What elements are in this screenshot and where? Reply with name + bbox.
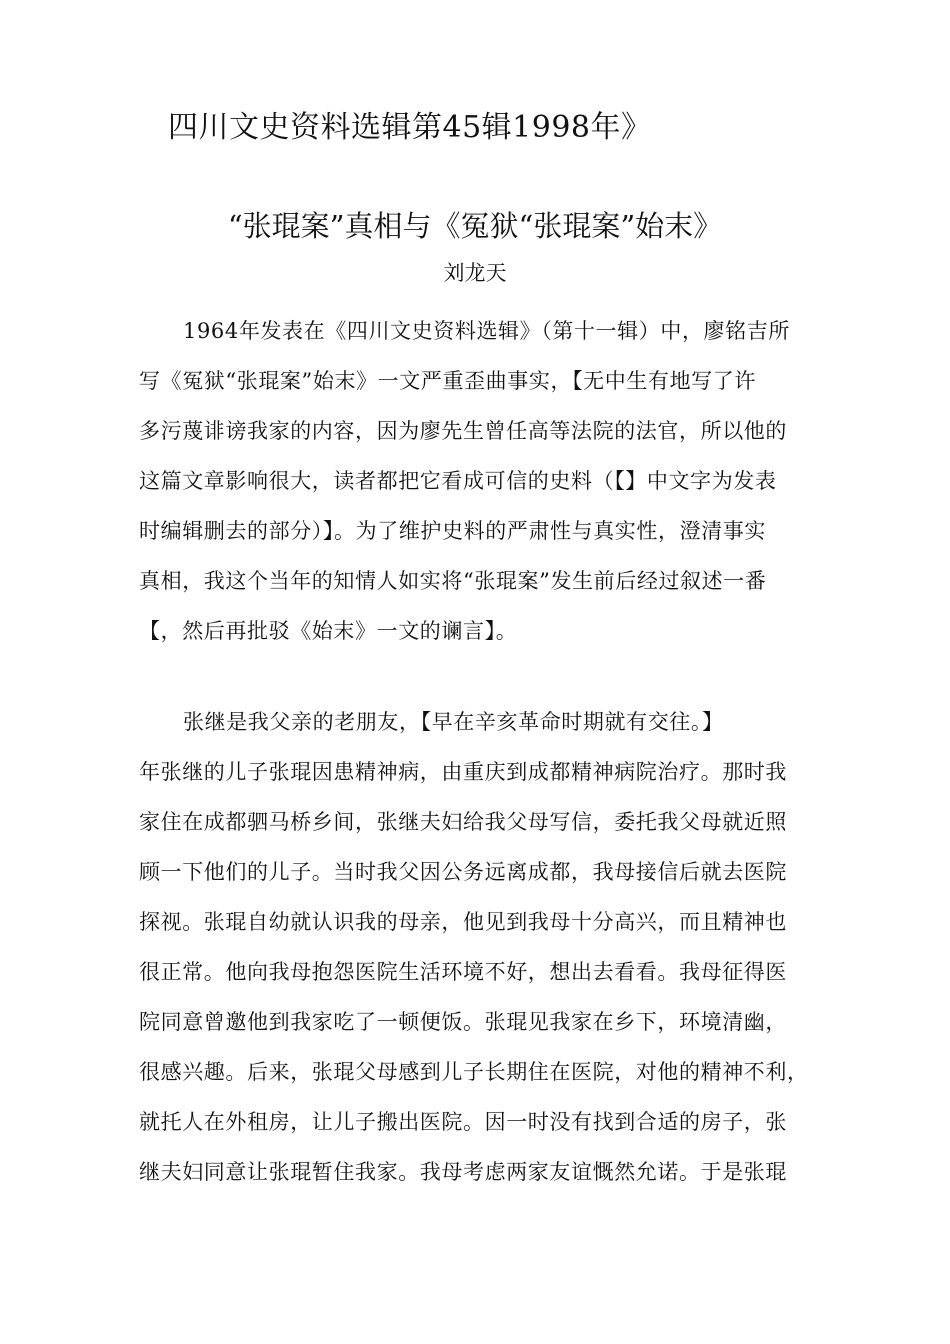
text-line: 写《冤狱“张琨案”始末》一文严重歪曲事实，【无中生有地写了许 bbox=[139, 369, 756, 393]
text-line: 探视。张琨自幼就认识我的母亲，他见到我母十分高兴，而且精神也 bbox=[139, 910, 787, 934]
text-line: 多污蔑诽谤我家的内容，因为廖先生曾任高等法院的法官，所以他的 bbox=[139, 419, 787, 443]
text-line: 院同意曾邀他到我家吃了一顿便饭。张琨见我家在乡下，环境清幽， bbox=[139, 1010, 787, 1034]
text-line: 张继是我父亲的老朋友，【早在辛亥革命时期就有交往。】 bbox=[183, 710, 724, 734]
text-line: 顾一下他们的儿子。当时我父因公务远离成都，我母接信后就去医院 bbox=[139, 860, 787, 884]
paragraph-intro bbox=[139, 306, 829, 656]
text-line: 很感兴趣。后来，张琨父母感到儿子长期住在医院，对他的精神不利， bbox=[139, 1060, 809, 1084]
source-header: 四川文史资料选辑第45辑1998年》 bbox=[168, 110, 652, 145]
text-line: 年张继的儿子张琨因患精神病，由重庆到成都精神病院治疗。那时我 bbox=[139, 760, 787, 784]
text-line: 1964年发表在《四川文史资料选辑》（第十一辑）中，廖铭吉所 bbox=[183, 319, 790, 343]
text-line: 时编辑删去的部分）】。为了维护史料的严肃性与真实性，澄清事实 bbox=[139, 519, 766, 543]
text-line: 就托人在外租房，让儿子搬出医院。因一时没有找到合适的房子，张 bbox=[139, 1110, 787, 1134]
text-line: 很正常。他向我母抱怨医院生活环境不好，想出去看看。我母征得医 bbox=[139, 960, 787, 984]
text-line: 【，然后再批驳《始末》一文的谰言】。 bbox=[139, 619, 518, 643]
author-name: 刘龙天 bbox=[443, 261, 507, 285]
article-title: “张琨案”真相与《冤狱“张琨案”始末》 bbox=[227, 209, 723, 243]
text-line: 继夫妇同意让张琨暂住我家。我母考虑两家友谊慨然允诺。于是张琨 bbox=[139, 1160, 787, 1184]
paragraph-background bbox=[139, 697, 829, 1197]
text-line: 真相，我这个当年的知情人如实将“张琨案”发生前后经过叙述一番 bbox=[139, 569, 767, 593]
text-line: 家住在成都驷马桥乡间，张继夫妇给我父母写信，委托我父母就近照 bbox=[139, 810, 787, 834]
text-line: 这篇文章影响很大，读者都把它看成可信的史料（【】中文字为发表 bbox=[139, 469, 777, 493]
